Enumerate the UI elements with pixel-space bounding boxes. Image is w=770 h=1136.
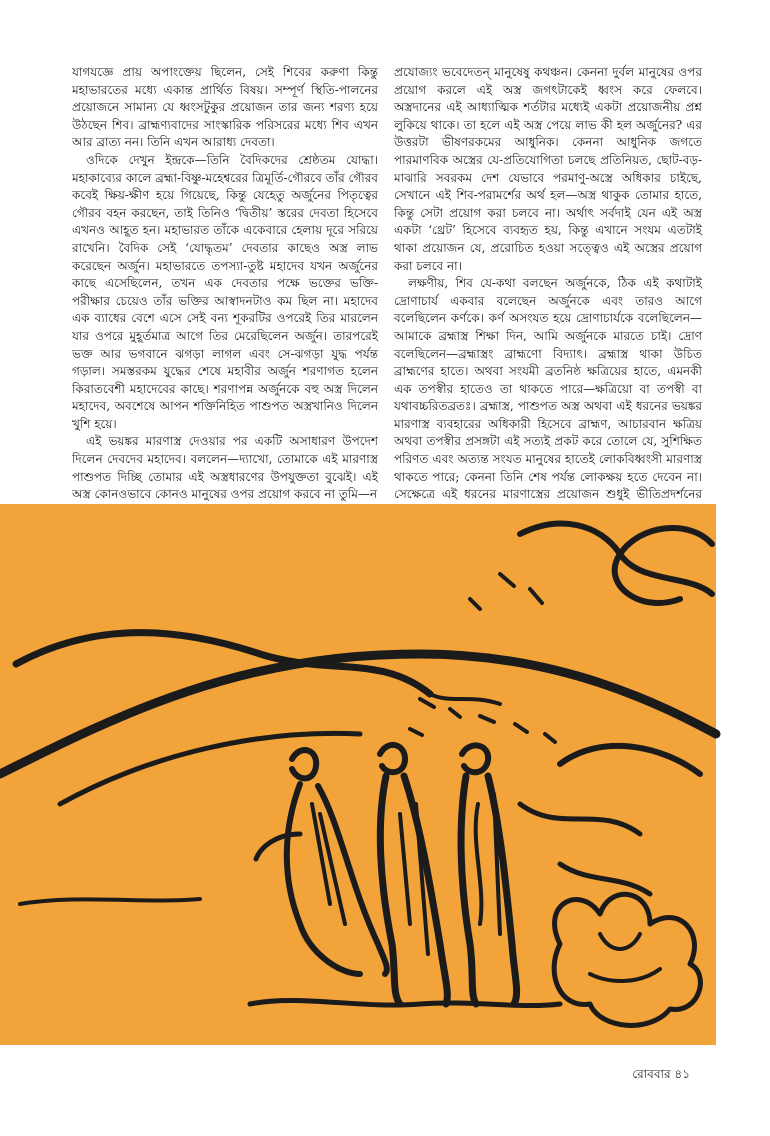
paragraph: প্রযোজ্যং ভবেদেতন্ মানুষেষু কথঞ্চন। কেননা দুর্বল মানুষের ওপর প্রয়োগ করলে এই অস্ত্র জগৎটাকেই ধ্বংস করে ফেলবে। অস্ত্রদানের এই আধ্যাত্মিক শর্তটার মধ্যেই একটা প্রয়োজনীয় প্রশ্ন লুকিয়ে থাকে। তা হলে এই অস্ত্র পেয়ে লাভ কী হল অর্জুনের? এর উত্তরটা ভীষণরকমের আধুনিক। কেননা আধুনিক জগতে পারমাণবিক অস্ত্রের যে-প্রতিযোগিতা চলছে প্রতিনিয়ত, ছোট-বড়-মাঝারি সবরকম দেশ যেভাবে পরমাণু-অস্ত্রে অধিকার চাইছে, সেখানে এই শিব-পরামর্শের অর্থ হল—অস্ত্র থাকুক তোমার হাতে, কিন্তু সেটা প্রয়োগ করা চলবে না। অর্থাৎ সর্বদাই যেন এই অস্ত্র একটা ‘থ্রেট’ হিসেবে ব্যবহৃত হয়, কিন্তু এখানে সংযম এতটাই থাকা প্রয়োজন যে, প্ররোচিত হওয়া সত্ত্বেও এই অস্ত্রের প্রয়োগ করা চলবে না।: [394, 65, 702, 273]
paragraph: ওদিকে দেখুন ইন্দ্রকে—তিনি বৈদিকদের শ্রেষ্ঠতম যোদ্ধা। মহাকাব্যের কালে ব্রহ্মা-বিষ্ণু-মহেশ্বরের ত্রিমূর্তি-গৌরবে তাঁর গৌরব কবেই ক্ষিয়-ক্ষীণ হয়ে গিয়েছে, কিন্তু যেহেতু অর্জুনের পিতৃত্বের গৌরব বহন করছেন, তাই তিনিও ‘দ্বিতীয়’ স্তরের দেবতা হিসেবে এখনও আহূত হন। মহাভারত তাঁকে একেবারে হেলায় দূরে সরিয়ে রাখেনি। বৈদিক সেই ‘যোদ্ধৃতম’ দেবতার কাছেও অস্ত্র লাভ করেছেন অর্জুন। মহাভারতে তপস্যা-তুষ্ট মহাদেব যখন অর্জুনের কাছে এসেছিলেন, তখন এক দেবতার পক্ষে ভক্তের ভক্তি-পরীক্ষার চেয়েও তাঁর ভক্তির আস্বাদনটাও কম ছিল না। মহাদেব এক ব্যাধের বেশে এসে সেই বন্য শূকরটির ওপরেই তির মারলেন যার ওপরে মুহূর্তমাত্র আগে তির মেরেছিলেন অর্জুন। তারপরেই ভক্ত আর ভগবানে ঝগড়া লাগল এবং সে-ঝগড়া যুদ্ধ পর্যন্ত গড়াল। সমস্তরকম যুদ্ধের শেষে মহাবীর অর্জুন শরণাগত হলেন কিরাতবেশী মহাদেবের কাছে। শরণাপন্ন অর্জুনকে বহু অস্ত্র দিলেন মহাদেব, অবশেষে আপন শক্তিনিহিত পাশুপত অস্ত্রখানিও দিলেন খুশি হয়ে।: [72, 152, 378, 431]
paragraph: এই ভয়ঙ্কর মারণাস্ত্র দেওয়ার পর একটি অসাধারণ উপদেশ দিলেন দেবদেব মহাদেব। বললেন—দ্যাখো, তোমাকে এই মারণাস্ত্র পাশুপত দিচ্ছি তোমার এই অস্ত্রধারণের উপযুক্ততা বুঝেই। এই অস্ত্র কোনওভাবে কোনও মানুষের ওপর প্রয়োগ করবে না তুমি—ন: [72, 434, 378, 502]
page-number: ৪১: [674, 1067, 690, 1081]
text-column-right: [394, 64, 702, 502]
illustration: [0, 504, 716, 1045]
text-column-left: [72, 64, 378, 502]
ink-brush-drawing: [0, 504, 716, 1045]
page-footer: [632, 1066, 690, 1086]
magazine-name: রোববার: [632, 1067, 671, 1081]
paragraph: যাগযজ্ঞে প্রায় অপাংক্তেয় ছিলেন, সেই শিবের করুণা কিন্তু মহাভারতের মধ্যে একান্ত প্রার্থিত বিষয়। সম্পূর্ণ স্থিতি-পালনের প্রয়োজনে সামান্য যে ধ্বংসটুকুর প্রয়োজন তার জন্য শরণ্য হয়ে উঠছেন শিব। ব্রাহ্মণ্যবাদের সাংস্কারিক পরিসরের মধ্যে শিব এখন আর ব্রাত্য নন। তিনি এখন আরাধ্য দেবতা।: [72, 65, 378, 150]
paragraph: লক্ষণীয়, শিব যে-কথা বলছেন অর্জুনকে, ঠিক এই কথাটাই দ্রোণাচার্য একবার বলেছেন অর্জুনকে এবং তারও আগে বলেছিলেন কর্ণকে। কর্ণ অসংযত হয়ে দ্রোণাচার্যকে বলেছিলেন—আমাকে ব্রহ্মাস্ত্র শিক্ষা দিন, আমি অর্জুনকে মারতে চাই। দ্রোণ বলেছিলেন—ব্রহ্মাস্ত্রং ব্রাহ্মণো বিদ্যাৎ। ব্রহ্মাস্ত্র থাকা উচিত ব্রাহ্মণের হাতে। অথবা সংযমী ব্রতনিষ্ঠ ক্ষত্রিয়ের হাতে, এমনকী এক তপস্বীর হাতেও তা থাকতে পারে—ক্ষত্রিয়ো বা তপস্বী বা যথাবচ্চরিতব্রতঃ। ব্রহ্মাস্ত্র, পাশুপত অস্ত্র অথবা এই ধরনের ভয়ঙ্কর মারণাস্ত্র ব্যবহারের অধিকারী হিসেবে ব্রাহ্মণ, আচারবান ক্ষত্রিয় অথবা তপস্বীর প্রসঙ্গটা এই সত্যই প্রকট করে তোলে যে, সুশিক্ষিত পরিণত এবং অত্যন্ত সংযত মানুষের হাতেই লোকবিধ্বংসী মারণাস্ত্র থাকতে পারে; কেননা তিনি শেষ পর্যন্ত লোকক্ষয় হতে দেবেন না। সেক্ষেত্রে এই ধরনের মারণাস্ত্রের প্রয়োজন শুধুই ভীতিপ্রদর্শনের: [394, 276, 702, 502]
illustration-background: [0, 504, 716, 1045]
